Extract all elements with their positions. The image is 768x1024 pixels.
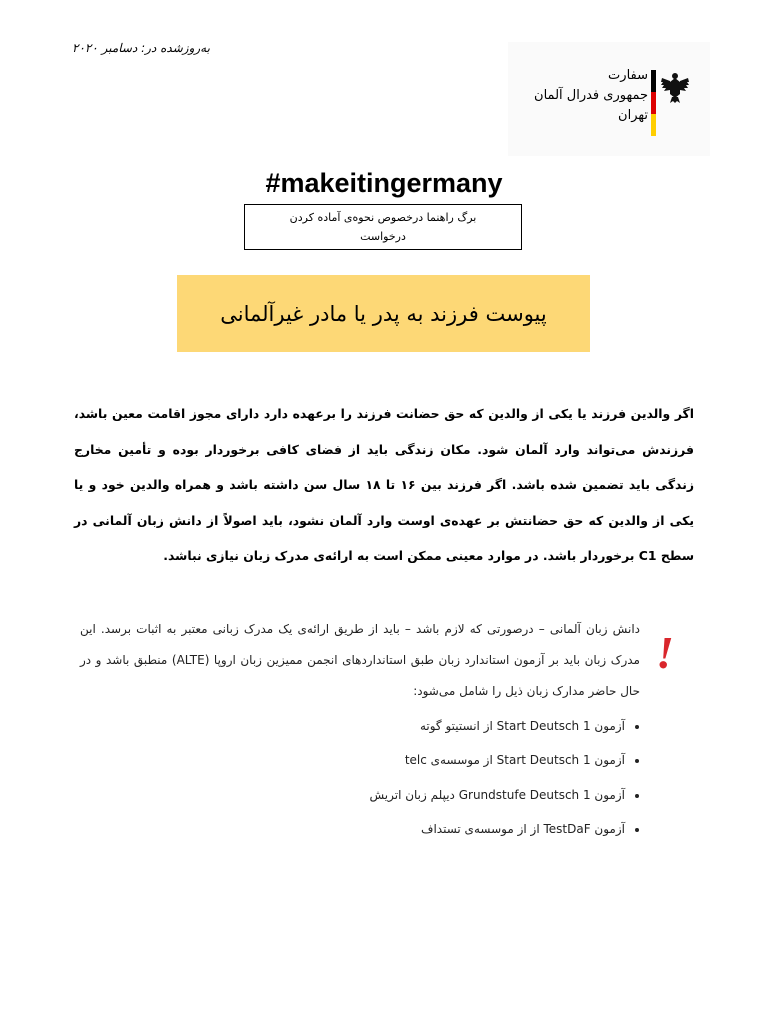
- federal-eagle-icon: [660, 70, 690, 104]
- guide-label-box: [244, 204, 522, 250]
- certificate-list: [300, 709, 641, 846]
- list-item: • آزمون Start Deutsch 1 از انستیتو گوته: [300, 709, 625, 743]
- notice-text: دانش زبان آلمانی – درصورتی که لازم باشد – باید از طریق ارائه‌ی یک مدرک زبانی معتبر به اثبات برسد. این مدرک زبان باید بر آزمون استاندارد زبان طبق استانداردهای انجمن ممیزین زبان اروپا (ALTE) منطبق باشد و در حال حاضر مدارک زبان ذیل را شامل می‌شود:: [80, 622, 640, 698]
- embassy-name: [534, 66, 648, 126]
- document-title: پیوست فرزند به پدر یا مادر غیرآلمانی: [220, 301, 547, 326]
- exclamation-icon: !: [656, 627, 674, 678]
- list-item: • آزمون Start Deutsch 1 از موسسه‌ی telc: [300, 743, 625, 777]
- list-item: • آزمون Grundstufe Deutsch 1 دیپلم زبان اتریش: [300, 778, 625, 812]
- embassy-line: تهران: [618, 108, 648, 123]
- german-flag-bar: [651, 70, 656, 136]
- title-banner: [177, 275, 590, 352]
- list-item: • آزمون TestDaF از از موسسه‌ی تستداف: [300, 812, 625, 846]
- embassy-letterhead: [508, 42, 710, 156]
- embassy-line: سفارت: [608, 68, 648, 83]
- main-paragraph: اگر والدین فرزند یا یکی از والدین که حق حضانت فرزند را برعهده دارد دارای مجوز اقامت معین باشد، فرزندش می‌تواند وارد آلمان شود. مکان زندگی باید از فضای کافی برخوردار بوده و تأمین مخارج زندگی باید تضمین شده باشد. اگر فرزند بین ۱۶ تا ۱۸ سال سن داشته باشد و همراه والدین خود و یا یکی از والدین که حق حضانتش بر عهده‌ی اوست وارد آلمان نشود، باید اصولاً از دانش زبان آلمانی در سطح C1 برخوردار باشد. در موارد معینی ممکن است به ارائه‌ی مدرک زبان نیازی نباشد.: [74, 406, 694, 564]
- embassy-line: جمهوری فدرال آلمان: [534, 88, 648, 103]
- update-date: به‌روزشده در: دسامبر ۲۰۲۰: [72, 41, 210, 55]
- guide-label: برگ راهنما درخصوص نحوه‌ی آماده کردن درخواست: [289, 211, 477, 243]
- campaign-hashtag: #makeitingermany: [265, 168, 503, 198]
